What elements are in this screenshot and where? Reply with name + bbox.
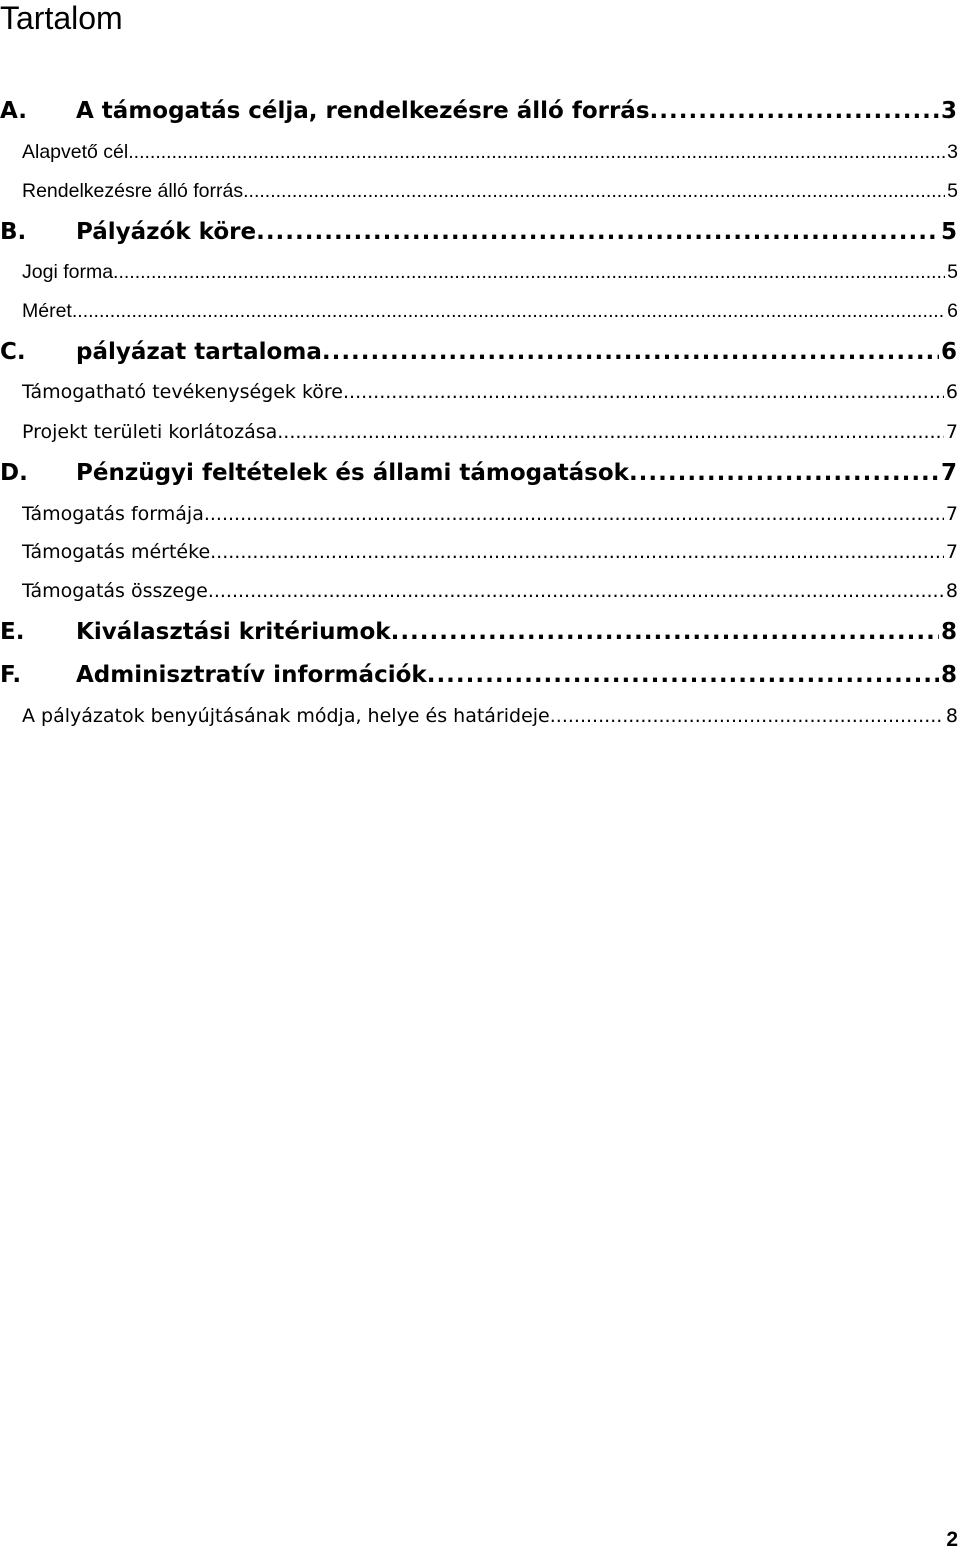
- toc-page-number: 7: [940, 460, 957, 486]
- toc-entry-label: Jogi forma: [22, 260, 114, 283]
- toc-dot-leader: [72, 300, 945, 323]
- toc-section-letter: E.: [0, 619, 25, 645]
- toc-subsection-entry[interactable]: [22, 532, 958, 572]
- toc-page-number: 7: [945, 541, 958, 563]
- toc-entry-label: Méret: [22, 299, 72, 322]
- toc-dot-leader: [391, 619, 939, 645]
- toc-entry-label: Pénzügyi feltételek és állami támogatások: [76, 460, 629, 486]
- toc-entry-label: A pályázatok benyújtásának módja, helye és határideje: [22, 705, 550, 727]
- toc-dot-leader: [204, 503, 944, 525]
- toc-dot-leader: [650, 98, 939, 124]
- toc-page-number: 6: [940, 339, 957, 365]
- toc-entry-label: Adminisztratív információk: [76, 662, 427, 688]
- toc-subsection-entry[interactable]: [22, 291, 958, 331]
- toc-page-number: 6: [945, 381, 958, 403]
- toc-dot-leader: [243, 180, 945, 203]
- toc-dot-leader: [343, 381, 944, 403]
- toc-page-number: 3: [940, 98, 957, 124]
- toc-section-letter: B.: [0, 219, 27, 245]
- toc-entry-label: Kiválasztási kritériumok: [76, 619, 391, 645]
- toc-section-entry[interactable]: [0, 453, 957, 493]
- toc-page-number: 5: [947, 260, 958, 283]
- toc-subsection-entry[interactable]: [22, 412, 958, 452]
- toc-section-entry[interactable]: [0, 212, 957, 252]
- toc-section-entry[interactable]: [0, 612, 957, 652]
- toc-subsection-entry[interactable]: [22, 372, 958, 412]
- toc-entry-label: Támogatás összege: [22, 580, 208, 602]
- toc-page-number: 8: [945, 705, 958, 727]
- toc-page-number: 7: [945, 503, 958, 525]
- toc-entry-label: Támogatás mértéke: [22, 541, 211, 563]
- toc-subsection-entry[interactable]: [22, 132, 958, 172]
- toc-entry-label: Projekt területi korlátozása: [22, 421, 278, 443]
- toc-entry-label: Támogatható tevékenységek köre: [22, 381, 343, 403]
- toc-section-entry[interactable]: [0, 655, 957, 695]
- toc-dot-leader: [322, 339, 939, 365]
- toc-entry-label: Rendelkezésre álló forrás: [22, 179, 244, 202]
- toc-dot-leader: [629, 460, 939, 486]
- toc-subsection-entry[interactable]: [22, 171, 958, 211]
- toc-page-number: 5: [947, 179, 958, 202]
- toc-section-entry[interactable]: [0, 91, 957, 131]
- toc-section-letter: C.: [0, 339, 26, 365]
- toc-dot-leader: [208, 580, 944, 602]
- toc-entry-label: Alapvető cél: [22, 140, 129, 163]
- toc-entry-label: A támogatás célja, rendelkezésre álló forrás: [76, 98, 650, 124]
- toc-dot-leader: [128, 141, 945, 164]
- toc-section-entry[interactable]: [0, 332, 957, 372]
- toc-section-letter: A.: [0, 98, 27, 124]
- toc-page-number: 7: [945, 421, 958, 443]
- toc-page-number: 5: [940, 219, 957, 245]
- toc-subsection-entry[interactable]: [22, 571, 958, 611]
- page-number: 2: [946, 1528, 958, 1551]
- toc-section-letter: D.: [0, 460, 28, 486]
- toc-dot-leader: [113, 261, 945, 284]
- toc-page-number: 6: [947, 299, 958, 322]
- toc-dot-leader: [277, 421, 944, 443]
- toc-subsection-entry[interactable]: [22, 494, 958, 534]
- toc-dot-leader: [256, 219, 939, 245]
- toc-subsection-entry[interactable]: [22, 252, 958, 292]
- toc-dot-leader: [550, 705, 944, 727]
- toc-dot-leader: [427, 662, 939, 688]
- page-title: Tartalom: [0, 0, 123, 36]
- toc-dot-leader: [210, 541, 944, 563]
- toc-section-letter: F.: [0, 662, 22, 688]
- toc-entry-label: Támogatás formája: [22, 503, 204, 525]
- toc-subsection-entry[interactable]: [22, 696, 958, 736]
- toc-page-number: 3: [947, 140, 958, 163]
- toc-page-number: 8: [940, 662, 957, 688]
- toc-entry-label: pályázat tartaloma: [76, 339, 322, 365]
- toc-page-number: 8: [940, 619, 957, 645]
- toc-page-number: 8: [945, 580, 958, 602]
- toc-entry-label: Pályázók köre: [76, 219, 257, 245]
